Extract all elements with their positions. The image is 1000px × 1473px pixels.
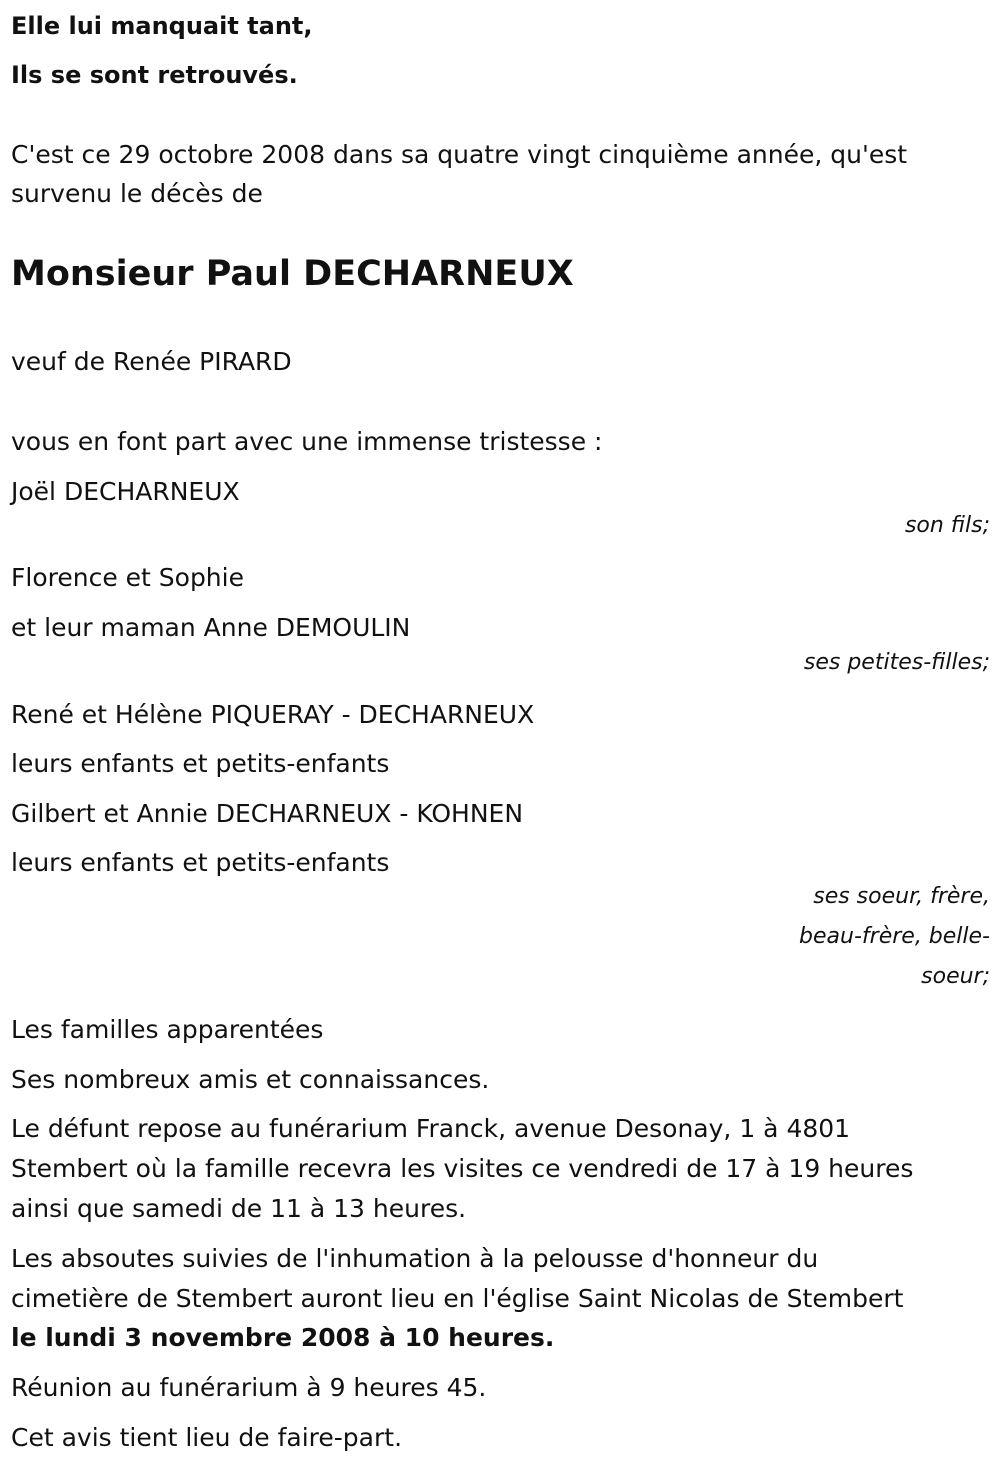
intro-line-2: survenu le décès de bbox=[11, 179, 263, 208]
friends: Ses nombreux amis et connaissances. bbox=[11, 1065, 490, 1094]
sibling-1-children: leurs enfants et petits-enfants bbox=[11, 749, 390, 778]
son-name: Joël DECHARNEUX bbox=[11, 477, 240, 506]
widower-of: veuf de Renée PIRARD bbox=[11, 347, 292, 376]
granddaughters-relation: ses petites-filles; bbox=[803, 650, 990, 675]
visitation-line-1: Le défunt repose au funérarium Franck, avenue Desonay, 1 à 4801 bbox=[11, 1114, 851, 1143]
son-relation: son fils; bbox=[904, 513, 990, 538]
closing: Cet avis tient lieu de faire-part. bbox=[11, 1423, 403, 1452]
granddaughters: Florence et Sophie bbox=[11, 563, 244, 592]
ceremony-date: le lundi 3 novembre 2008 à 10 heures. bbox=[11, 1323, 555, 1352]
granddaughters-mother: et leur maman Anne DEMOULIN bbox=[11, 613, 411, 642]
visitation-line-2: Stembert où la famille recevra les visites ce vendredi de 17 à 19 heures bbox=[11, 1154, 914, 1183]
intro-line-1: C'est ce 29 octobre 2008 dans sa quatre vingt cinquième année, qu'est bbox=[11, 140, 908, 169]
siblings-relation-line-2: beau-frère, belle- bbox=[799, 924, 990, 949]
epigraph-line-2: Ils se sont retrouvés. bbox=[11, 61, 298, 89]
meeting: Réunion au funérarium à 9 heures 45. bbox=[11, 1373, 487, 1402]
sibling-2: Gilbert et Annie DECHARNEUX - KOHNEN bbox=[11, 799, 524, 828]
announcement: vous en font part avec une immense tristesse : bbox=[11, 427, 603, 456]
sibling-1: René et Hélène PIQUERAY - DECHARNEUX bbox=[11, 700, 535, 729]
siblings-relation-line-1: ses soeur, frère, bbox=[813, 884, 990, 909]
visitation-line-3: ainsi que samedi de 11 à 13 heures. bbox=[11, 1194, 467, 1223]
ceremony-line-1: Les absoutes suivies de l'inhumation à la pelousse d'honneur du bbox=[11, 1244, 819, 1273]
deceased-name: Monsieur Paul DECHARNEUX bbox=[11, 254, 574, 294]
epigraph-line-1: Elle lui manquait tant, bbox=[11, 12, 313, 40]
sibling-2-children: leurs enfants et petits-enfants bbox=[11, 848, 390, 877]
ceremony-line-2: cimetière de Stembert auront lieu en l'église Saint Nicolas de Stembert bbox=[11, 1284, 904, 1313]
related-families: Les familles apparentées bbox=[11, 1015, 324, 1044]
siblings-relation-line-3: soeur; bbox=[921, 964, 990, 989]
